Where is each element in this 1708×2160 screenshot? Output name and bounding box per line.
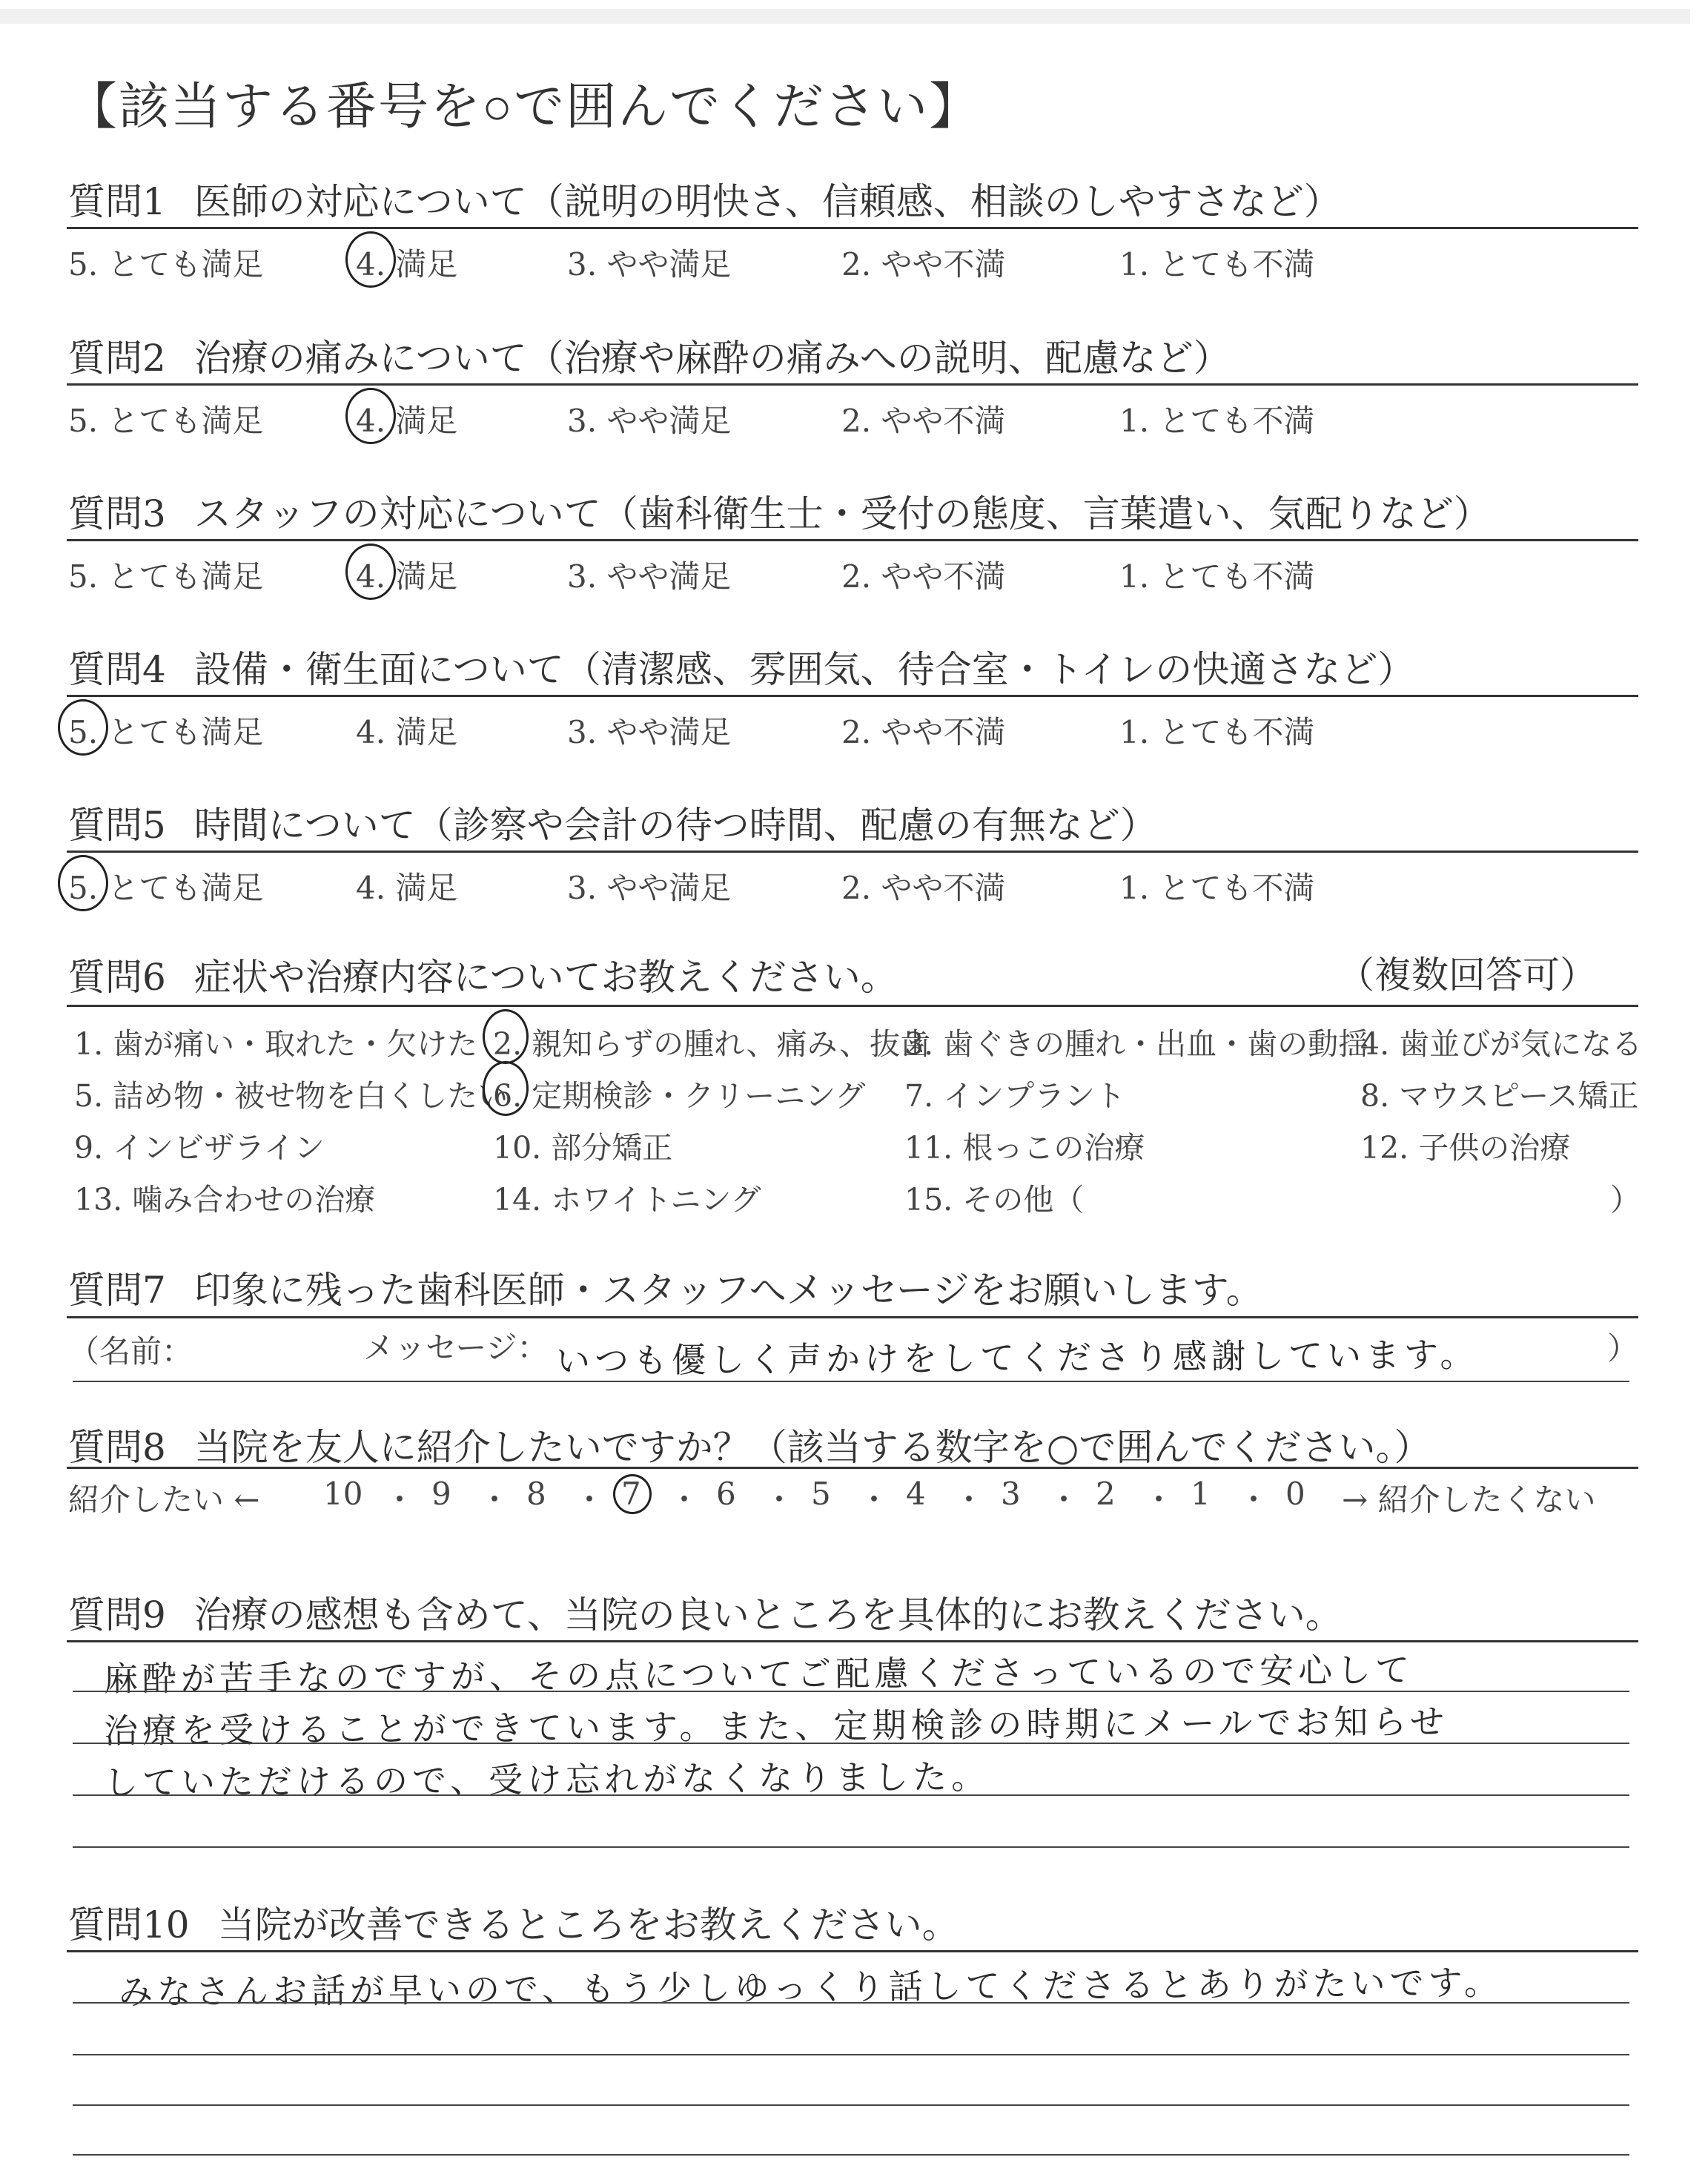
rating-option[interactable]: 1. とても不満 <box>1119 714 1315 750</box>
scale-separator: ・ <box>953 1482 985 1518</box>
q9-answer-line-1: 麻酔が苦手なのですが、その点についてご配慮くださっているので安心して <box>103 1649 1414 1700</box>
rating-option[interactable]: 2. やや不満 <box>841 714 1006 750</box>
rating-option[interactable]: 3. やや満足 <box>567 714 732 750</box>
q6-option[interactable]: 2. 親知らずの腫れ、痛み、抜歯 <box>493 1026 931 1062</box>
question-number: 質問7 <box>68 1269 166 1312</box>
scale-separator: ・ <box>1143 1482 1175 1518</box>
selection-circle <box>345 231 396 288</box>
question-text: 治療の感想も含めて、当院の良いところを具体的にお教えください。 <box>193 1593 1343 1636</box>
rating-option[interactable]: 2. やや不満 <box>841 558 1006 595</box>
multiple-answers-note: （複数回答可） <box>1337 954 1597 997</box>
q6-option[interactable]: 6. 定期検診・クリーニング <box>493 1078 866 1114</box>
rating-option[interactable]: 2. やや不満 <box>841 246 1006 283</box>
q6-option[interactable]: 5. 詰め物・被せ物を白くしたい <box>74 1078 509 1114</box>
question-10-title <box>68 1895 959 1949</box>
q6-option[interactable]: 15. その他（ <box>904 1182 1085 1218</box>
scale-separator: ・ <box>764 1482 795 1518</box>
question-3-rule <box>67 539 1638 541</box>
question-2-title <box>68 328 1231 382</box>
question-3-title <box>68 484 1491 538</box>
question-number: 質問4 <box>68 648 166 691</box>
rating-option[interactable]: 1. とても不満 <box>1119 870 1315 906</box>
scale-value[interactable]: 6 <box>716 1476 736 1512</box>
scale-right-label: → 紹介したくない <box>1342 1482 1596 1518</box>
answer-rule <box>73 1743 1629 1744</box>
rating-option[interactable]: 5. とても満足 <box>68 714 264 750</box>
rating-option[interactable]: 5. とても満足 <box>68 246 264 283</box>
selection-circle <box>345 544 396 600</box>
question-6-title <box>68 948 898 1001</box>
q6-option[interactable]: 10. 部分矯正 <box>493 1130 673 1166</box>
q9-answer-line-3: していただけるので、受け忘れがなくなりました。 <box>103 1756 990 1803</box>
scale-value[interactable]: 0 <box>1285 1476 1305 1512</box>
question-7-title <box>68 1261 1263 1314</box>
question-number: 質問10 <box>68 1903 190 1946</box>
q6-option[interactable]: 7. インプラント <box>904 1078 1126 1114</box>
question-number: 質問2 <box>68 337 166 380</box>
other-close-paren: ） <box>1610 1182 1641 1218</box>
question-text: 印象に残った歯科医師・スタッフへメッセージをお願いします。 <box>193 1269 1263 1312</box>
q6-option[interactable]: 8. マウスピース矯正 <box>1360 1078 1639 1114</box>
question-5-rule <box>67 851 1638 853</box>
rating-option[interactable]: 2. やや不満 <box>841 403 1006 439</box>
rating-option[interactable]: 4. 満足 <box>356 246 458 283</box>
scale-separator: ・ <box>479 1482 511 1518</box>
question-text: 症状や治療内容についてお教えください。 <box>193 956 898 999</box>
message-close-paren: ） <box>1607 1330 1639 1367</box>
question-6-rule <box>67 1005 1638 1007</box>
scale-value[interactable]: 8 <box>526 1476 546 1512</box>
question-8-rule <box>67 1467 1638 1469</box>
answer-rule <box>73 2154 1629 2156</box>
question-4-title <box>68 640 1414 693</box>
answer-rule <box>73 2002 1629 2004</box>
rating-option[interactable]: 4. 満足 <box>356 558 458 595</box>
scale-value[interactable]: 5 <box>811 1476 831 1512</box>
scale-separator: ・ <box>858 1482 890 1518</box>
question-1-rule <box>67 227 1638 229</box>
question-text: スタッフの対応について（歯科衛生士・受付の態度、言葉遣い、気配りなど） <box>193 492 1491 535</box>
message-label: メッセージ： <box>363 1330 549 1366</box>
rating-option[interactable]: 1. とても不満 <box>1119 558 1315 595</box>
scale-value[interactable]: 2 <box>1096 1476 1116 1512</box>
question-text: 治療の痛みについて（治療や麻酔の痛みへの説明、配慮など） <box>193 337 1231 380</box>
q10-answer-line-1: みなさんお話が早いので、もう少しゆっくり話してくださるとありがたいです。 <box>118 1962 1503 2012</box>
scan-top-edge <box>0 9 1690 24</box>
question-text: 設備・衛生面について（清潔感、雰囲気、待合室・トイレの快適さなど） <box>193 648 1415 691</box>
selection-circle <box>58 855 108 911</box>
question-text: 当院を友人に紹介したいですか？（該当する数字を○で囲んでください。） <box>193 1426 1431 1469</box>
question-number: 質問6 <box>68 956 166 999</box>
scale-value[interactable]: 3 <box>1001 1476 1021 1512</box>
selection-circle <box>483 1061 529 1116</box>
answer-rule <box>73 2054 1629 2055</box>
rating-option[interactable]: 1. とても不満 <box>1119 403 1315 439</box>
q6-option[interactable]: 11. 根っこの治療 <box>904 1130 1145 1166</box>
q6-option[interactable]: 9. インビザライン <box>74 1130 325 1166</box>
rating-option[interactable]: 2. やや不満 <box>841 870 1006 906</box>
question-10-rule <box>67 1950 1638 1952</box>
scale-left-label: 紹介したい ← <box>68 1482 260 1518</box>
answer-rule <box>73 2104 1629 2106</box>
scale-separator: ・ <box>384 1482 416 1518</box>
answer-rule <box>73 1846 1629 1848</box>
message-rule <box>73 1381 1629 1382</box>
selection-circle <box>613 1474 652 1514</box>
question-number: 質問5 <box>68 804 166 847</box>
selection-circle <box>483 1009 529 1064</box>
question-text: 時間について（診察や会計の待つ時間、配慮の有無など） <box>193 804 1157 847</box>
q6-option[interactable]: 3. 歯ぐきの腫れ・出血・歯の動揺 <box>904 1026 1369 1062</box>
rating-option[interactable]: 3. やや満足 <box>567 558 732 595</box>
handwritten-message: いつも優しく声かけをしてくださり感謝しています。 <box>555 1334 1479 1381</box>
scale-value[interactable]: 10 <box>323 1476 363 1512</box>
q6-option[interactable]: 14. ホワイトニング <box>493 1182 761 1218</box>
question-9-rule <box>67 1640 1638 1642</box>
scale-value[interactable]: 7 <box>621 1476 641 1512</box>
question-number: 質問1 <box>68 180 166 223</box>
rating-option[interactable]: 5. とても満足 <box>68 558 264 595</box>
question-1-title <box>68 172 1341 225</box>
form-instruction-heading: 【該当する番号を○で囲んでください】 <box>67 78 982 136</box>
selection-circle <box>345 388 396 444</box>
name-label: （名前： <box>68 1333 193 1370</box>
scale-separator: ・ <box>1048 1482 1080 1518</box>
question-2-rule <box>67 383 1638 386</box>
scale-separator: ・ <box>574 1482 606 1518</box>
question-text: 当院が改善できるところをお教えください。 <box>217 1903 959 1946</box>
rating-option[interactable]: 3. やや満足 <box>567 403 732 439</box>
question-8-title <box>68 1418 1431 1471</box>
scale-separator: ・ <box>669 1482 701 1518</box>
scale-separator: ・ <box>1238 1482 1270 1518</box>
question-number: 質問9 <box>68 1593 166 1636</box>
scale-value[interactable]: 1 <box>1191 1476 1211 1512</box>
selection-circle <box>58 699 108 756</box>
rating-option[interactable]: 3. やや満足 <box>567 870 732 906</box>
rating-option[interactable]: 5. とても満足 <box>68 403 264 439</box>
q6-option[interactable]: 4. 歯並びが気になる <box>1360 1026 1643 1062</box>
question-number: 質問8 <box>68 1426 166 1469</box>
question-7-rule <box>67 1316 1638 1318</box>
answer-rule <box>73 1691 1629 1692</box>
scale-value[interactable]: 9 <box>431 1476 451 1512</box>
rating-option[interactable]: 4. 満足 <box>356 403 458 439</box>
q6-option[interactable]: 12. 子供の治療 <box>1360 1130 1571 1166</box>
q6-option[interactable]: 1. 歯が痛い・取れた・欠けた <box>74 1026 478 1062</box>
answer-rule <box>73 1794 1629 1796</box>
rating-option[interactable]: 5. とても満足 <box>68 870 264 906</box>
scale-value[interactable]: 4 <box>906 1476 926 1512</box>
q6-option[interactable]: 13. 噛み合わせの治療 <box>74 1182 376 1218</box>
question-number: 質問3 <box>68 492 166 535</box>
question-text: 医師の対応について（説明の明快さ、信頼感、相談のしやすさなど） <box>193 180 1341 223</box>
question-4-rule <box>67 695 1638 697</box>
rating-option[interactable]: 4. 満足 <box>356 714 458 750</box>
q9-answer-line-2: 治療を受けることができています。また、定期検診の時期にメールでお知らせ <box>103 1701 1449 1751</box>
question-9-title <box>68 1585 1343 1639</box>
rating-option[interactable]: 3. やや満足 <box>567 246 732 283</box>
rating-option[interactable]: 4. 満足 <box>356 870 458 906</box>
rating-option[interactable]: 1. とても不満 <box>1119 246 1315 283</box>
question-5-title <box>68 796 1157 849</box>
